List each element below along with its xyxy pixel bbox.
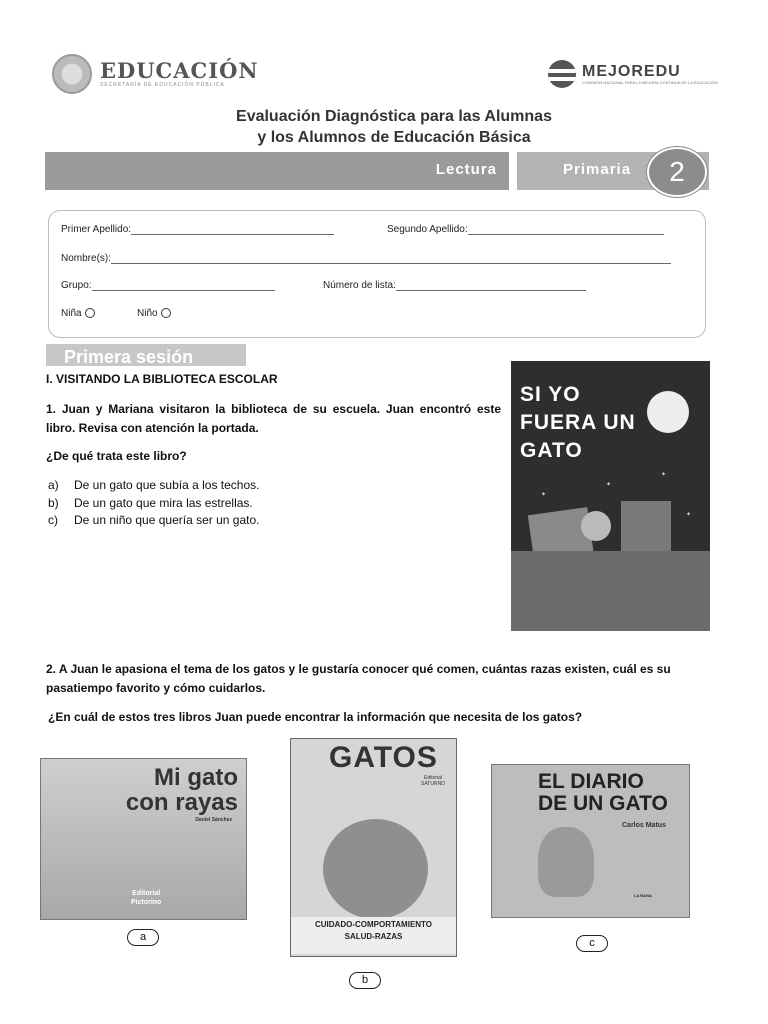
primer-apellido-field[interactable] [61,224,334,235]
session-banner: Primera sesión [46,344,246,366]
question-1-options [48,477,259,530]
primer-apellido-label: Primer Apellido: [61,224,132,235]
subject-band [45,152,509,190]
mejoredu-subtitle: COMISIÓN NACIONAL PARA LA MEJORA CONTINUA DE LA EDUCACIÓN [582,79,718,85]
book-a-mi-gato-con-rayas[interactable] [40,758,247,920]
mejoredu-title: MEJOREDU [582,62,681,80]
answer-a-button[interactable]: a [127,929,159,946]
option-c[interactable]: c) De un niño que quería ser un gato. [48,513,260,527]
book-a-title-1: Mi gato [154,764,238,791]
option-b[interactable]: b) De un gato que mira las estrellas. [48,495,253,510]
book-cover-si-yo-fuera-un-gato: ✦ ✦ ✦ ✦ SI YO FUERA UN GATO [511,361,710,631]
answer-b-button[interactable]: b [349,972,381,989]
nina-label: Niña [61,308,82,319]
nino-option[interactable] [137,308,171,319]
book-a-publisher-2: Pictorino [131,899,162,906]
educacion-logo [52,54,259,94]
question-2-text: 2. A Juan le apasiona el tema de los gatos y le gustaría conocer qué comen, cuántas razas existen, cuál es su pasatiempo favorito y cómo cuidarlos. [46,662,671,695]
book-b-publisher-1: Editorial [424,775,443,781]
book-c-publisher: LA RANA [634,893,652,898]
nina-option[interactable] [61,308,95,319]
student-info-form [48,210,706,338]
nombres-field[interactable] [61,253,671,264]
nino-label: Niño [137,308,158,319]
nina-radio[interactable] [85,308,95,318]
educacion-title: EDUCACIÓN [100,58,259,83]
subject-label: Lectura [435,161,497,178]
book-b-title: GATOS [329,741,438,774]
cat-icon [581,511,611,541]
nino-radio[interactable] [161,308,171,318]
book-b-publisher-2: SATURNO [421,781,446,787]
cover-title: SI YO FUERA UN GATO [520,383,636,462]
book-c-el-diario-de-un-gato[interactable] [491,764,690,918]
book-c-title-2: DE UN GATO [538,792,668,815]
cat-face-icon [323,819,428,919]
book-b-subtitle-2: SALUD-RAZAS [344,932,403,941]
grade-badge: 2 [647,147,707,197]
segundo-apellido-label: Segundo Apellido: [387,224,468,235]
book-b-subtitle-1: CUIDADO-COMPORTAMIENTO [314,920,433,929]
seal-icon [52,54,92,94]
book-b-gatos[interactable] [290,738,457,957]
question-1-text: 1. Juan y Mariana visitaron la biblioteca de su escuela. Juan encontró este libro. Revisa con atención la portada. [46,402,501,435]
book-c-title-1: EL DIARIO [538,770,644,793]
question-1-prompt: ¿De qué trata este libro? [46,449,187,463]
section-title: I. VISITANDO LA BIBLIOTECA ESCOLAR [46,372,278,386]
cat-icon [538,827,594,897]
mejoredu-logo [548,60,718,88]
title-line-2: y los Alumnos de Educación Básica [257,129,531,146]
book-a-title-2: con rayas [125,789,238,816]
segundo-apellido-field[interactable] [387,224,664,235]
answer-c-button[interactable]: c [576,935,608,952]
level-label: Primaria [563,161,632,178]
nombres-label: Nombre(s): [61,253,112,264]
question-2-prompt: ¿En cuál de estos tres libros Juan puede encontrar la información que necesita de los gatos? [48,710,583,724]
grupo-label: Grupo: [61,280,92,291]
option-a[interactable]: a) De un gato que subía a los techos. [48,478,260,492]
title-line-1: Evaluación Diagnóstica para las Alumnas [236,108,552,125]
book-a-publisher-1: Editorial [132,890,161,897]
numero-lista-field[interactable] [323,280,586,291]
book-a-author: Daniel Sánchez [195,817,232,823]
educacion-subtitle: SECRETARÍA DE EDUCACIÓN PÚBLICA [100,82,225,88]
moon-icon [647,391,689,433]
book-c-author: Carlos Matus [622,822,666,829]
page-title [0,106,768,148]
numero-lista-label: Número de lista: [323,280,396,291]
grupo-field[interactable] [61,280,275,291]
mejoredu-icon [548,60,576,88]
